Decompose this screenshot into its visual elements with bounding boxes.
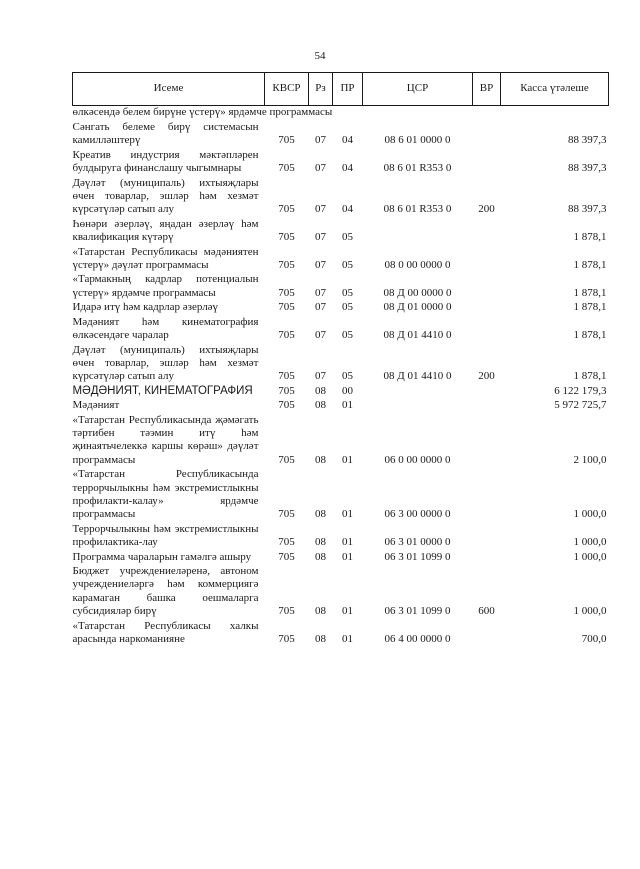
table-body (73, 106, 609, 648)
cell-name: Бюджет учреждениеләренә, автоном учреждениеләргә һәм коммерциягә карамаган башка оешмаларга субсидияләр бирү (72, 565, 259, 618)
cell-vr (473, 121, 501, 149)
cell-csr: 08 6 01 R353 0 (383, 203, 452, 216)
cell-pr: 00 (342, 384, 353, 397)
cell-amount: 1 878,1 (573, 329, 607, 342)
cell-kvsr: 705 (278, 399, 295, 412)
table-row (73, 385, 609, 399)
cell-kvsr: 705 (278, 384, 295, 397)
cell-csr: 08 Д 01 4410 0 (383, 329, 452, 342)
cell-amount: 1 878,1 (573, 231, 607, 244)
cell-name: Креатив индустрия мәктәпләрен булдыруга финанслашу чыгымнары (72, 148, 259, 175)
cell-rz: 08 (315, 508, 326, 521)
table-row (73, 414, 609, 469)
cell-rz: 07 (315, 134, 326, 147)
header-rz: Рз (309, 73, 333, 106)
cell-csr: 06 3 01 1099 0 (384, 550, 451, 563)
cell-name: Идарә итү һәм кадрлар әзерләү (72, 301, 219, 314)
table-row (73, 551, 609, 565)
cell-vr (473, 218, 501, 246)
cell-csr: 06 3 01 0000 0 (384, 536, 451, 549)
budget-execution-table (72, 72, 609, 647)
cell-kvsr: 705 (278, 134, 295, 147)
cell-vr: 600 (478, 605, 495, 618)
cell-amount: 88 397,3 (568, 162, 607, 175)
cell-rz: 07 (315, 370, 326, 383)
cell-vr: 200 (478, 203, 495, 216)
cell-rz: 07 (315, 301, 326, 314)
cell-rz: 07 (315, 259, 326, 272)
cell-name: Террорчылыкны һәм экстремистлыкны профилактика-лау (72, 522, 259, 549)
cell-amount: 5 972 725,7 (554, 399, 607, 412)
cell-pr: 04 (342, 162, 353, 175)
cell-name: Программа чараларын гамәлгә ашыру (72, 550, 252, 563)
cell-rz: 07 (315, 203, 326, 216)
cell-vr (473, 551, 501, 565)
cell-vr (473, 149, 501, 177)
cell-kvsr: 705 (278, 329, 295, 342)
cell-name: Һөнәри әзерләү, яңадан әзерләү һәм квалификация күтәрү (72, 217, 259, 244)
cell-amount: 1 000,0 (573, 508, 607, 521)
cell-pr: 05 (342, 231, 353, 244)
cell-csr: 08 0 00 0000 0 (384, 259, 451, 272)
cell-name: «Татарстан Республикасы мәдәниятен үстерү» дәүләт программасы (72, 245, 259, 272)
cell-name: Мәдәният һәм кинематография өлкәсендәге чаралар (72, 315, 259, 342)
cell-amount: 1 000,0 (573, 605, 607, 618)
page-number: 54 (314, 50, 326, 62)
cell-vr (473, 301, 501, 315)
table-row-continuation (73, 106, 609, 122)
cell-rz: 07 (315, 231, 326, 244)
table-row (73, 523, 609, 551)
cell-name: Дәүләт (муниципаль) ихтыяҗлары өчен товарлар, эшләр һәм хезмәт күрсәтүләр сатып алу (72, 343, 259, 383)
cell-rz: 08 (315, 550, 326, 563)
cell-rz: 07 (315, 162, 326, 175)
table-row (73, 149, 609, 177)
cell-rz: 08 (315, 453, 326, 466)
cell-csr (363, 399, 473, 413)
cell-csr: 06 4 00 0000 0 (384, 633, 451, 646)
cell-kvsr: 705 (278, 536, 295, 549)
cell-csr: 08 Д 01 4410 0 (383, 370, 452, 383)
cell-vr (473, 468, 501, 523)
cell-pr: 01 (342, 633, 353, 646)
cell-amount: 88 397,3 (568, 134, 607, 147)
cell-pr: 05 (342, 286, 353, 299)
table-row (73, 620, 609, 648)
cell-csr: 06 3 01 1099 0 (384, 605, 451, 618)
cell-kvsr: 705 (278, 162, 295, 175)
header-csr: ЦСР (363, 73, 473, 106)
cell-name: «Татарстан Республикасы халкы арасында наркоманияне (72, 619, 259, 646)
cell-pr: 01 (342, 605, 353, 618)
header-name: Исеме (73, 73, 265, 106)
cell-csr: 06 3 00 0000 0 (384, 508, 451, 521)
cell-rz: 08 (315, 399, 326, 412)
cell-amount: 88 397,3 (568, 203, 607, 216)
cell-amount: 1 878,1 (573, 259, 607, 272)
table-row (73, 468, 609, 523)
table-row (73, 121, 609, 149)
cell-name: МӘДӘНИЯТ, КИНЕМАТОГРАФИЯ (72, 384, 253, 397)
cell-amount: 1 878,1 (573, 301, 607, 314)
cell-kvsr: 705 (278, 231, 295, 244)
cell-csr (363, 385, 473, 399)
cell-kvsr: 705 (278, 286, 295, 299)
cell-rz: 07 (315, 329, 326, 342)
cell-name: «Татарстан Республикасында җәмәгать тәртибен тәэмин итү һәм җинаятьчелеккә каршы көрәш» дәүләт программасы (72, 413, 259, 466)
cell-csr: 08 Д 01 0000 0 (383, 301, 452, 314)
header-vr: ВР (473, 73, 501, 106)
cell-vr (473, 273, 501, 301)
cell-vr (473, 316, 501, 344)
table-row (73, 316, 609, 344)
cell-vr: 200 (478, 370, 495, 383)
cell-amount: 1 878,1 (573, 370, 607, 383)
cell-pr: 01 (342, 550, 353, 563)
cell-pr: 01 (342, 399, 353, 412)
table-row (73, 246, 609, 274)
header-pr: ПР (333, 73, 363, 106)
cell-vr (473, 620, 501, 648)
cell-pr: 05 (342, 259, 353, 272)
cell-vr (473, 246, 501, 274)
cell-name: Мәдәният (72, 399, 120, 412)
cell-pr: 04 (342, 134, 353, 147)
cell-vr (473, 385, 501, 399)
cell-rz: 08 (315, 605, 326, 618)
cell-kvsr: 705 (278, 508, 295, 521)
cell-rz: 08 (315, 633, 326, 646)
cell-pr: 01 (342, 536, 353, 549)
cell-vr (473, 523, 501, 551)
cell-csr: 08 6 01 0000 0 (384, 134, 451, 147)
cell-kvsr: 705 (278, 633, 295, 646)
cell-pr: 01 (342, 453, 353, 466)
header-kassa: Касса үтәлеше (501, 73, 609, 106)
cell-pr: 01 (342, 508, 353, 521)
cell-csr: 08 Д 00 0000 0 (383, 286, 452, 299)
table-header-row (73, 73, 609, 106)
cell-csr (363, 218, 473, 246)
cell-rz: 08 (315, 536, 326, 549)
cell-amount: 2 100,0 (573, 453, 607, 466)
cell-amount: 1 000,0 (573, 550, 607, 563)
continuation-text: өлкәсендә белем бирүне үстерү» ярдәмче программасы (72, 106, 333, 118)
cell-pr: 05 (342, 301, 353, 314)
cell-name: Сәнгать белеме бирү системасын камилләштерү (72, 121, 259, 147)
cell-name: «Тармакның кадрлар потенциалын үстерү» ярдәмче программасы (72, 273, 259, 299)
cell-vr (473, 399, 501, 413)
cell-rz: 07 (315, 286, 326, 299)
cell-kvsr: 705 (278, 453, 295, 466)
table-row (73, 399, 609, 413)
cell-rz: 08 (315, 384, 326, 397)
table-row (73, 177, 609, 218)
cell-kvsr: 705 (278, 301, 295, 314)
cell-csr: 06 0 00 0000 0 (384, 453, 451, 466)
cell-amount: 6 122 179,3 (554, 384, 607, 397)
header-kvsr: КВСР (265, 73, 309, 106)
cell-name: «Татарстан Республикасында террорчылыкны һәм экстремистлыкны профилакти-калау» ярдәмче программасы (72, 468, 259, 521)
cell-kvsr: 705 (278, 550, 295, 563)
cell-amount: 1 000,0 (573, 536, 607, 549)
table-row (73, 565, 609, 620)
cell-pr: 05 (342, 329, 353, 342)
cell-amount: 1 878,1 (573, 286, 607, 299)
cell-kvsr: 705 (278, 203, 295, 216)
cell-csr: 08 6 01 R353 0 (383, 162, 452, 175)
cell-kvsr: 705 (278, 605, 295, 618)
table-row (73, 301, 609, 315)
cell-pr: 05 (342, 370, 353, 383)
table-row (73, 218, 609, 246)
cell-vr (473, 414, 501, 469)
cell-kvsr: 705 (278, 259, 295, 272)
cell-pr: 04 (342, 203, 353, 216)
cell-name: Дәүләт (муниципаль) ихтыяҗлары өчен товарлар, эшләр һәм хезмәт күрсәтүләр сатып алу (72, 176, 259, 216)
cell-kvsr: 705 (278, 370, 295, 383)
table-row (73, 273, 609, 301)
cell-amount: 700,0 (581, 633, 607, 646)
table-row (73, 344, 609, 385)
